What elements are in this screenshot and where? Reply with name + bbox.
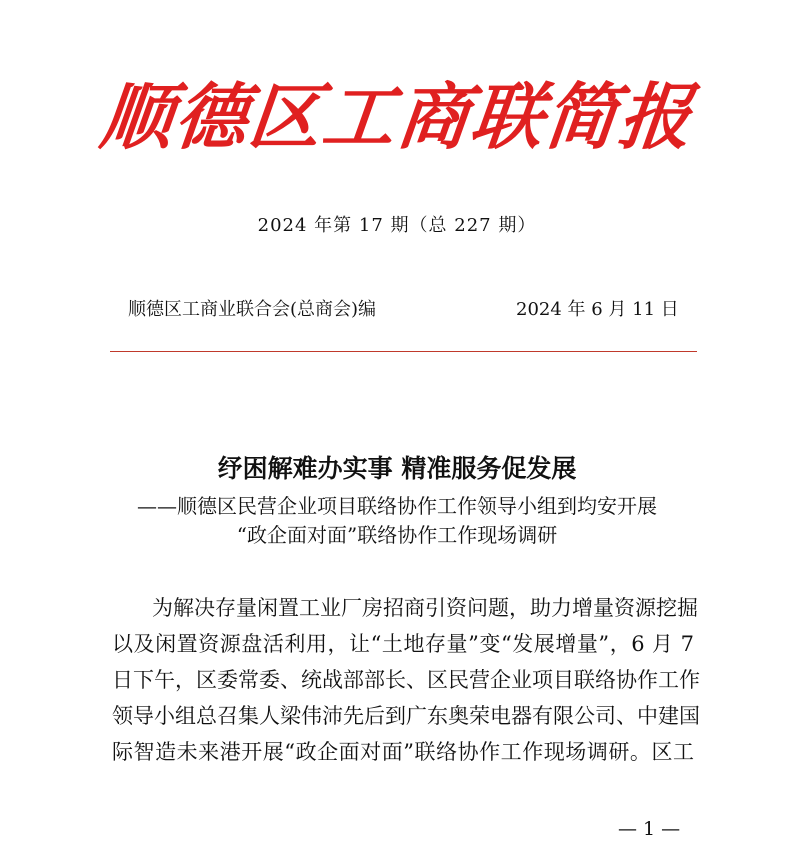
publish-date: 2024 年 6 月 11 日 xyxy=(516,299,679,320)
editor-line: 顺德区工商业联合会(总商会)编 xyxy=(128,299,377,320)
masthead-title: 顺德区工商联简报 xyxy=(96,75,698,159)
body-line: 以及闲置资源盘活利用，让“土地存量”变“发展增量”，6 月 7 xyxy=(112,632,694,656)
body-line: 领导小组总召集人梁伟沛先后到广东奥荣电器有限公司、中建国 xyxy=(112,704,700,728)
header-divider xyxy=(110,351,697,352)
issue-number: 2024 年第 17 期（总 227 期） xyxy=(257,215,537,236)
article-subheadline-1: ——顺德区民营企业项目联络协作工作领导小组到均安开展 xyxy=(137,494,657,518)
body-line: 际智造未来港开展“政企面对面”联络协作工作现场调研。区工 xyxy=(112,740,694,764)
body-line: 日下午，区委常委、统战部部长、区民营企业项目联络协作工作 xyxy=(112,668,700,692)
article-headline: 纾困解难办实事 精准服务促发展 xyxy=(217,454,577,483)
article-subheadline-2: “政企面对面”联络协作工作现场调研 xyxy=(236,523,558,547)
page-number: — 1 — xyxy=(618,818,681,840)
body-line: 为解决存量闲置工业厂房招商引资问题，助力增量资源挖掘 xyxy=(152,596,698,620)
